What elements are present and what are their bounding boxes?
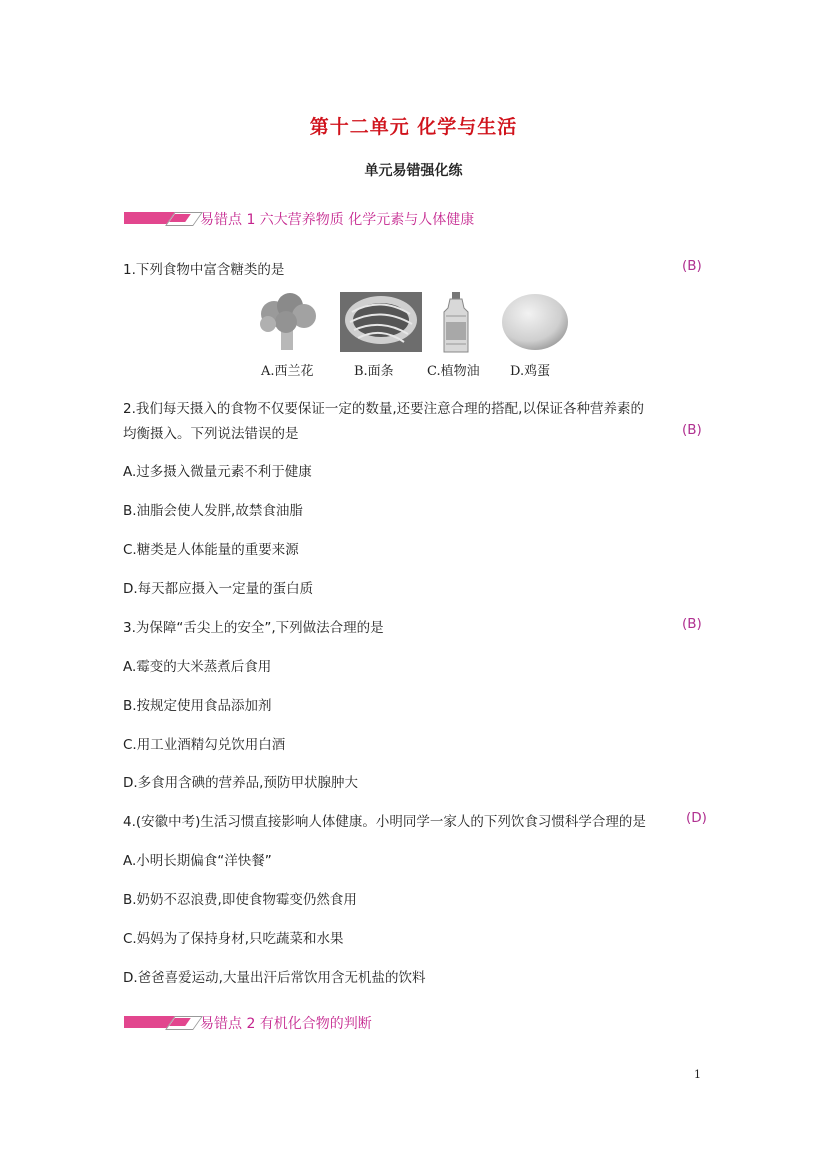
question-1-stem: 1.下列食物中富含糖类的是 xyxy=(123,262,285,278)
image-caption-d: D.鸡蛋 xyxy=(510,364,551,379)
section-label: 易错点 2 有机化合物的判断 xyxy=(200,1016,372,1032)
question-2-option-d: D.每天都应摄入一定量的蛋白质 xyxy=(123,581,314,597)
question-3-stem: 3.为保障“舌尖上的安全”,下列做法合理的是 xyxy=(123,620,384,636)
image-caption-a: A.西兰花 xyxy=(261,364,314,379)
noodles-image xyxy=(340,292,422,352)
page-subtitle: 单元易错强化练 xyxy=(364,163,463,179)
question-1-answer: (B) xyxy=(682,258,702,274)
question-3-option-a: A.霉变的大米蒸煮后食用 xyxy=(123,659,272,675)
page-number: 1 xyxy=(694,1068,701,1081)
question-4-answer: (D) xyxy=(686,810,707,826)
question-4-option-b: B.奶奶不忍浪费,即使食物霉变仍然食用 xyxy=(123,892,357,908)
question-2-option-a: A.过多摄入微量元素不利于健康 xyxy=(123,464,312,480)
egg-image xyxy=(500,292,570,352)
section-header-1 xyxy=(124,209,544,229)
page-title: 第十二单元 化学与生活 xyxy=(309,116,518,138)
question-4-option-a: A.小明长期偏食“洋快餐” xyxy=(123,853,272,869)
image-caption-b: B.面条 xyxy=(354,364,394,379)
question-4-option-d: D.爸爸喜爱运动,大量出汗后常饮用含无机盐的饮料 xyxy=(123,970,426,986)
question-2-option-b: B.油脂会使人发胖,故禁食油脂 xyxy=(123,503,303,519)
image-caption-c: C.植物油 xyxy=(427,364,480,379)
question-3-answer: (B) xyxy=(682,616,702,632)
section-label: 易错点 1 六大营养物质 化学元素与人体健康 xyxy=(200,212,475,228)
question-4-option-c: C.妈妈为了保持身材,只吃蔬菜和水果 xyxy=(123,931,344,947)
section-header-2 xyxy=(124,1013,424,1033)
question-2-stem-line2: 均衡摄入。下列说法错误的是 xyxy=(123,426,299,442)
broccoli-image xyxy=(254,292,320,352)
question-3-option-c: C.用工业酒精勾兑饮用白酒 xyxy=(123,737,286,753)
question-2-stem-line1: 2.我们每天摄入的食物不仅要保证一定的数量,还要注意合理的搭配,以保证各种营养素的 xyxy=(123,401,644,417)
question-2-answer: (B) xyxy=(682,422,702,438)
question-3-option-d: D.多食用含碘的营养品,预防甲状腺肿大 xyxy=(123,775,358,791)
question-3-option-b: B.按规定使用食品添加剂 xyxy=(123,698,272,714)
question-2-option-c: C.糖类是人体能量的重要来源 xyxy=(123,542,299,558)
oil-bottle-image xyxy=(436,292,476,352)
question-4-stem: 4.(安徽中考)生活习惯直接影响人体健康。小明同学一家人的下列饮食习惯科学合理的是 xyxy=(123,814,646,830)
